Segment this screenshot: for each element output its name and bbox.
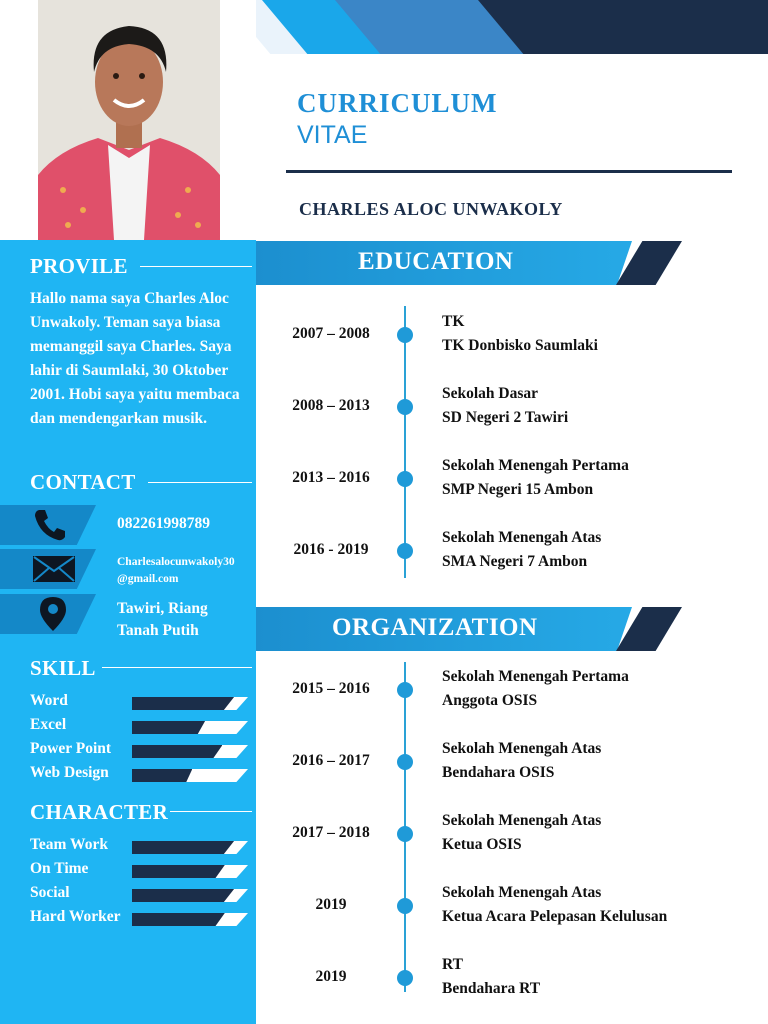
skill-label: Web Design [30, 764, 109, 781]
organization-year: 2017 – 2018 [292, 824, 370, 841]
bar-fill [132, 889, 234, 902]
education-entry [442, 526, 601, 574]
organization-entry-detail: Anggota OSIS [442, 692, 538, 709]
education-year: 2013 – 2016 [292, 469, 370, 486]
contact-heading-rule [148, 482, 252, 483]
education-entry-title: Sekolah Menengah Atas [442, 529, 602, 546]
organization-entry-detail: Bendahara OSIS [442, 764, 555, 781]
education-heading: EDUCATION [358, 248, 514, 275]
education-timeline-line [404, 306, 406, 578]
organization-entry-title: Sekolah Menengah Atas [442, 884, 602, 901]
education-header-bar [256, 241, 686, 285]
email-line-2: @gmail.com [117, 573, 179, 585]
organization-entry-title: RT [442, 956, 463, 973]
address-line-2: Tanah Putih [117, 622, 199, 639]
full-name: CHARLES ALOC UNWAKOLY [299, 199, 563, 219]
organization-year: 2016 – 2017 [292, 752, 370, 769]
skill-bar [132, 745, 248, 758]
bar-fill [132, 913, 225, 926]
education-entry [442, 310, 598, 358]
character-label: Social [30, 884, 70, 901]
portrait-illustration [38, 0, 220, 240]
organization-dot [397, 826, 413, 842]
email-address [117, 554, 235, 588]
organization-dot [397, 970, 413, 986]
organization-header-bar [256, 607, 686, 651]
phone-icon [32, 508, 68, 542]
title-curriculum: CURRICULUM [297, 88, 498, 118]
organization-entry [442, 881, 667, 929]
education-year: 2008 – 2013 [292, 397, 370, 414]
character-bar [132, 889, 248, 902]
bar-fill [132, 841, 234, 854]
skill-label: Power Point [30, 740, 112, 757]
education-entry [442, 454, 629, 502]
bar-fill [132, 697, 234, 710]
organization-year: 2015 – 2016 [292, 680, 370, 697]
profile-heading-rule [140, 266, 252, 267]
bar-fill [132, 865, 225, 878]
education-year: 2016 - 2019 [293, 541, 369, 558]
organization-dot [397, 754, 413, 770]
skill-heading: SKILL [30, 656, 96, 680]
organization-entry-title: Sekolah Menengah Atas [442, 740, 602, 757]
profile-heading: PROVILE [30, 254, 128, 278]
organization-entry-detail: Ketua OSIS [442, 836, 522, 853]
mail-icon [32, 555, 76, 583]
contact-phone-tab [0, 505, 100, 545]
education-entry-detail: SMA Negeri 7 Ambon [442, 553, 588, 570]
skill-bar [132, 769, 248, 782]
organization-entry [442, 953, 540, 1001]
skill-bar [132, 721, 248, 734]
organization-dot [397, 682, 413, 698]
skill-label: Excel [30, 716, 67, 733]
profile-text: Hallo nama saya Charles Aloc Unwakoly. Teman saya biasa memanggil saya Charles. Saya lahir di Saumlaki, 30 Oktober 2001. Hobi saya yaitu membaca dan mendengarkan musik. [30, 290, 240, 427]
organization-heading: ORGANIZATION [332, 614, 538, 641]
character-bar [132, 841, 248, 854]
address-line-1: Tawiri, Riang [117, 600, 208, 617]
education-year: 2007 – 2008 [292, 325, 370, 342]
phone-number: 082261998789 [117, 515, 210, 532]
skill-label: Word [30, 692, 68, 709]
contact-address-tab [0, 594, 100, 634]
title-rule [286, 170, 732, 173]
organization-entry-detail: Bendahara RT [442, 980, 541, 997]
organization-entry-title: Sekolah Menengah Atas [442, 812, 602, 829]
organization-entry [442, 809, 601, 857]
email-line-1: Charlesalocunwakoly30 [117, 556, 235, 568]
education-dot [397, 543, 413, 559]
top-band-navy [478, 0, 768, 54]
character-heading: CHARACTER [30, 800, 169, 824]
photo-area [0, 0, 256, 240]
education-entry-detail: TK Donbisko Saumlaki [442, 337, 598, 354]
organization-entry-title: Sekolah Menengah Pertama [442, 668, 629, 685]
education-entry-title: Sekolah Menengah Pertama [442, 457, 629, 474]
character-label: Team Work [30, 836, 108, 853]
contact-email-tab [0, 549, 100, 589]
bar-fill [132, 745, 222, 758]
bar-fill [132, 769, 192, 782]
education-entry [442, 382, 568, 430]
skill-bar [132, 697, 248, 710]
organization-year: 2019 [315, 968, 347, 985]
education-entry-title: TK [442, 313, 465, 330]
education-entry-detail: SMP Negeri 15 Ambon [442, 481, 594, 498]
education-dot [397, 399, 413, 415]
education-entry-detail: SD Negeri 2 Tawiri [442, 409, 569, 426]
contact-heading: CONTACT [30, 470, 136, 494]
organization-dot [397, 898, 413, 914]
organization-entry [442, 737, 601, 785]
organization-year: 2019 [315, 896, 347, 913]
organization-entry [442, 665, 629, 713]
title-vitae: VITAE [297, 121, 368, 149]
organization-entry-detail: Ketua Acara Pelepasan Kelulusan [442, 908, 668, 925]
education-entry-title: Sekolah Dasar [442, 385, 539, 402]
character-bar [132, 913, 248, 926]
character-heading-rule [170, 811, 252, 812]
character-label: On Time [30, 860, 89, 877]
education-dot [397, 327, 413, 343]
character-label: Hard Worker [30, 908, 121, 925]
bar-fill [132, 721, 205, 734]
skill-heading-rule [102, 667, 252, 668]
profile-photo [38, 0, 220, 240]
location-pin-icon [38, 596, 68, 632]
education-dot [397, 471, 413, 487]
character-bar [132, 865, 248, 878]
address [117, 598, 208, 642]
